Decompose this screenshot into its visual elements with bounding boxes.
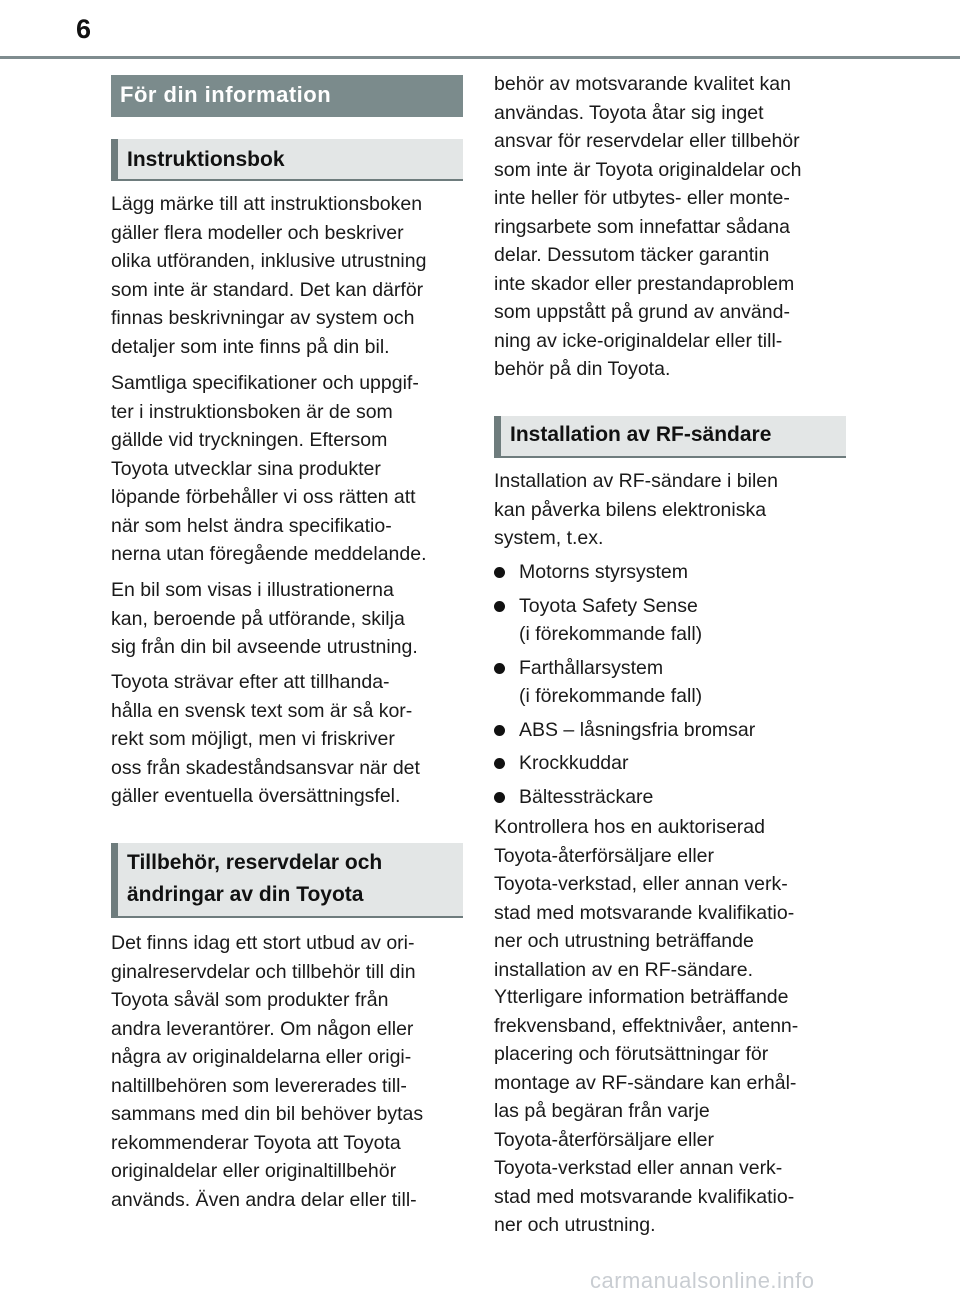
- list-item-text: Toyota Safety Sense: [519, 594, 698, 617]
- text-line: ginalreservdelar och tillbehör till din: [111, 960, 416, 983]
- list-item-text: Krockkuddar: [519, 752, 629, 774]
- text-line: nerna utan föregående meddelande.: [111, 543, 427, 565]
- text-line: behör på din Toyota.: [494, 358, 671, 380]
- text-line: några av originaldelarna eller origi-: [111, 1046, 412, 1068]
- text-line: Toyota-verkstad eller annan verk-: [494, 1157, 783, 1179]
- bullet-icon: [494, 601, 505, 612]
- header-rule: [0, 56, 960, 59]
- system-list: [494, 558, 846, 816]
- paragraph-instruktionsbok-2: [111, 369, 463, 569]
- text-line: finnas beskrivningar av system och: [111, 307, 415, 329]
- text-line: las på begäran från varje: [494, 1100, 710, 1122]
- text-line: Installation av RF-sändare i bilen: [494, 470, 778, 492]
- list-item-text: Farthållarsystem: [519, 656, 664, 679]
- text-line: inte heller för utbytes- eller monte-: [494, 187, 790, 209]
- text-line: kan, beroende på utförande, skilja: [111, 607, 405, 630]
- bullet-icon: [494, 725, 505, 736]
- text-line: som inte är Toyota originaldelar och: [494, 158, 802, 181]
- paragraph-tillbehor-cont: [494, 70, 846, 384]
- text-line: Samtliga specifikationer och uppgif-: [111, 372, 419, 394]
- text-line: Toyota-återförsäljare eller: [494, 844, 715, 867]
- list-item: [494, 749, 846, 778]
- text-line: En bil som visas i illustrationerna: [111, 579, 394, 601]
- text-line: löpande förbehåller vi oss rätten att: [111, 486, 416, 508]
- text-line: Toyota utvecklar sina produkter: [111, 457, 381, 480]
- text-line: rekommenderar Toyota att Toyota: [111, 1131, 401, 1154]
- text-line: gällde vid tryckningen. Eftersom: [111, 429, 388, 451]
- text-line: stad med motsvarande kvalifikatio-: [494, 1185, 795, 1208]
- watermark: carmanualsonline.info: [590, 1268, 815, 1293]
- text-line: oss från skadeståndsansvar när det: [111, 756, 420, 779]
- list-item-text: Bältessträckare: [519, 785, 654, 808]
- text-line: andra leverantörer. Om någon eller: [111, 1017, 414, 1040]
- text-line: rekt som möjligt, men vi friskriver: [111, 728, 395, 750]
- text-line: används. Även andra delar eller till-: [111, 1188, 417, 1211]
- text-line: Toyota såväl som produkter från: [111, 989, 389, 1011]
- text-line: hålla en svensk text som är så kor-: [111, 699, 413, 722]
- paragraph-instruktionsbok-3: [111, 576, 463, 662]
- bullet-icon: [494, 567, 505, 578]
- text-line: naltillbehören som levererades till-: [111, 1074, 407, 1097]
- text-line: montage av RF-sändare kan erhål-: [494, 1071, 797, 1094]
- list-item-text: Motorns styrsystem: [519, 561, 689, 583]
- paragraph-rf-intro: [494, 467, 846, 553]
- list-item: [494, 558, 846, 587]
- text-line: användas. Toyota åtar sig inget: [494, 101, 764, 124]
- text-line: behör av motsvarande kvalitet kan: [494, 73, 791, 95]
- text-line: när som helst ändra specifikatio-: [111, 514, 392, 537]
- text-line: originaldelar eller originaltillbehör: [111, 1160, 397, 1182]
- subheading-tillbehor: [111, 843, 463, 918]
- text-line: frekvensband, effektnivåer, antenn-: [494, 1014, 799, 1037]
- page-number: 6: [76, 14, 92, 44]
- list-item-text: (i förekommande fall): [519, 623, 703, 645]
- text-line: Toyota strävar efter att tillhanda-: [111, 671, 390, 693]
- subheading-line: ändringar av din Toyota: [127, 883, 364, 906]
- bullet-icon: [494, 758, 505, 769]
- text-line: Kontrollera hos en auktoriserad: [494, 816, 765, 838]
- text-line: delar. Dessutom täcker garantin: [494, 244, 770, 266]
- list-item: [494, 592, 846, 649]
- text-line: ner och utrustning.: [494, 1214, 656, 1236]
- paragraph-instruktionsbok-4: [111, 668, 463, 811]
- text-line: Lägg märke till att instruktionsboken: [111, 193, 423, 215]
- subheading-text: Instruktionsbok: [127, 148, 285, 171]
- paragraph-rf-kontroll: [494, 813, 846, 984]
- text-line: kan påverka bilens elektroniska: [494, 498, 767, 521]
- text-line: som inte är standard. Det kan därför: [111, 278, 424, 301]
- text-line: detaljer som inte finns på din bil.: [111, 335, 390, 358]
- text-line: sammans med din bil behöver bytas: [111, 1103, 424, 1125]
- text-line: Ytterligare information beträffande: [494, 986, 789, 1008]
- paragraph-rf-info: [494, 983, 846, 1240]
- list-item-text: (i förekommande fall): [519, 685, 703, 707]
- text-line: ning av icke-originaldelar eller till-: [494, 329, 783, 352]
- text-line: installation av en RF-sändare.: [494, 958, 754, 981]
- text-line: ner och utrustning beträffande: [494, 930, 754, 952]
- list-item: [494, 716, 846, 745]
- text-line: gäller flera modeller och beskriver: [111, 221, 404, 244]
- text-line: system, t.ex.: [494, 527, 604, 549]
- text-line: Det finns idag ett stort utbud av ori-: [111, 932, 415, 954]
- list-item-text: ABS – låsningsfria bromsar: [519, 718, 756, 741]
- text-line: som uppstått på grund av använd-: [494, 301, 790, 323]
- list-item: [494, 654, 846, 711]
- subheading-rf-sandare: [494, 416, 846, 458]
- text-line: inte skador eller prestandaproblem: [494, 272, 795, 295]
- subheading-text: Installation av RF-sändare: [510, 423, 772, 446]
- subheading-line: Tillbehör, reservdelar och: [127, 851, 383, 874]
- section-heading: För din information: [111, 75, 463, 117]
- text-line: ansvar för reservdelar eller tillbehör: [494, 130, 800, 152]
- bullet-icon: [494, 792, 505, 803]
- paragraph-tillbehor: [111, 929, 463, 1214]
- paragraph-instruktionsbok-1: [111, 190, 463, 361]
- list-item: [494, 783, 846, 812]
- text-line: ringsarbete som innefattar sådana: [494, 215, 790, 238]
- text-line: olika utföranden, inklusive utrustning: [111, 250, 427, 272]
- bullet-icon: [494, 663, 505, 674]
- text-line: Toyota-verkstad, eller annan verk-: [494, 873, 788, 895]
- text-line: ter i instruktionsboken är de som: [111, 400, 393, 423]
- text-line: placering och förutsättningar för: [494, 1043, 769, 1065]
- text-line: gäller eventuella översättningsfel.: [111, 785, 401, 807]
- subheading-instruktionsbok: [111, 139, 463, 181]
- text-line: sig från din bil avseende utrustning.: [111, 636, 418, 658]
- text-line: stad med motsvarande kvalifikatio-: [494, 901, 795, 924]
- text-line: Toyota-återförsäljare eller: [494, 1128, 715, 1151]
